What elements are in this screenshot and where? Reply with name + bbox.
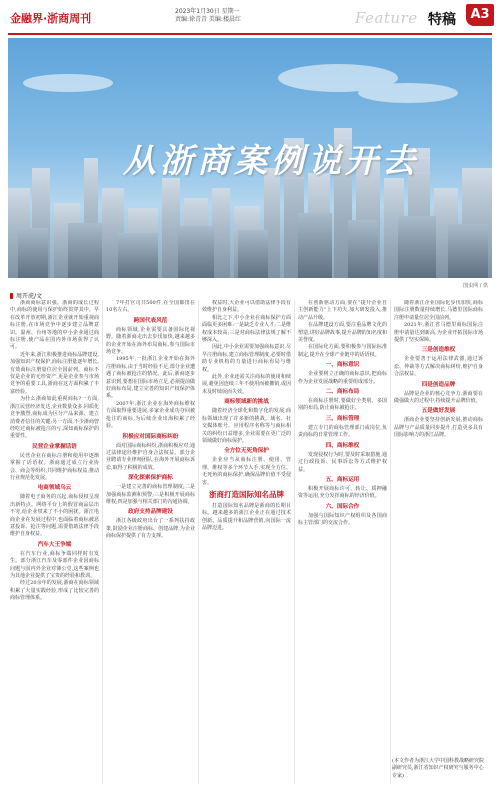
paragraph: 发现侵权行为时,要及时采取措施,通过行政投诉、民事诉讼等方式维护权益。 — [298, 451, 387, 473]
paragraph: 在汽车行业,商标争端同样时有发生。部分浙江汽车及零部件企业因商标问题与国内外企业对簿公堂,这些案例也为其他企业提供了宝贵的经验和教训。 — [10, 550, 99, 579]
paragraph: 权益时,大企业可以借助法律手段有效维护自身利益。 — [202, 300, 291, 314]
subheading: 汽车大王争端 — [37, 541, 72, 548]
article-column-1 — [10, 300, 99, 784]
paragraph: 在商标注册时,要做好全类别、多国别的布局,防止商标被抢注。 — [298, 398, 387, 412]
paragraph: 面对国际商标纠纷,浙商积极应对,通过法律途径维护自身合法权益。部分企业聘请专业律师团队,在海外开展商标诉讼,取得了积极的成效。 — [106, 442, 195, 471]
subheading: 三、商标管理 — [325, 415, 360, 422]
column-divider — [198, 300, 199, 784]
byline — [10, 291, 42, 300]
paragraph: 在国际化方面,要积极参与国际标准制定,提升在全球产业链中的话语权。 — [298, 344, 387, 358]
author-footnote: (本文作者为浙江大学中国科教战略研究院副研究员,浙江省知识产权研究与服务中心专家) — [392, 758, 484, 779]
paragraph: 企业要树立正确的商标意识,把商标作为企业发展战略的重要组成部分。 — [298, 371, 387, 385]
paragraph: 浙江各级政府出台了一系列扶持政策,鼓励企业注册商标、创建品牌,为企业商标保护提供了有力支撑。 — [106, 518, 195, 540]
subheading: 深化探索保护商标 — [128, 475, 173, 482]
date-text: 2023年1月30日 星期一 — [175, 8, 240, 15]
paragraph: 民营企业在商标注册和使用中逐渐掌握了话语权。浙商通过成立行业协会、商会等组织,共同维护商标权益,推动行业规范化发展。 — [10, 452, 99, 481]
paragraph: 随着浙江企业国际化步伐加快,商标国际注册数量持续增长,马德里国际商标注册申请量位居全国前列。 — [394, 300, 483, 321]
section-label: 特稿 — [428, 12, 456, 28]
author: 周开虎/文 — [16, 293, 43, 300]
paragraph: 加强与国际知识产权组织及各国商标主管部门的交流合作。 — [298, 512, 387, 527]
page-number-badge: A3 — [466, 4, 494, 26]
paragraph: 企业应当从商标注册、使用、管理、维权等多个环节入手,实现全方位、无死角的商标保护,确保品牌价值不受侵害。 — [202, 457, 291, 486]
article-column-5 — [394, 300, 483, 748]
paragraph: 随着经济全球化和数字化的发展,商标领域出现了许多新的挑战。域名、社交媒体账号、应用程序名称等与商标相关的纠纷日益增多,企业需要在更广泛的领域做好商标保护。 — [202, 408, 291, 444]
paragraph: 一是建立完善的商标管理制度;二是加强商标监测和预警;三是积极开展商标维权;四是加强与相关部门的沟通协调。 — [106, 484, 195, 505]
byline-marker — [10, 293, 13, 299]
paragraph: 浙商企业要坚持创新发展,推动商标品牌与产品质量同步提升,打造更多具有国际影响力的浙江品牌。 — [394, 417, 483, 439]
paragraph: 浙商商标意识强。浙商的成长过程中,商标的使用与保护始终贯穿其中。早在改革开放初期,浙江企业就开始重视商标注册,在市场竞争中逐步建立品牌意识。温州、台州等地的中小企业通过商标注册,使产品在国内外市场获得了认可。 — [10, 300, 99, 351]
subheading: 全方位无死角保护 — [224, 448, 269, 455]
subheading: 四是创造品牌 — [421, 381, 456, 388]
subheading: 积极应对国际商标纠纷 — [122, 433, 179, 440]
paragraph: 1995年,一批浙江企业开始在海外注册商标,由于当时经验不足,部分企业遭遇了商标被抢注的情况。此后,浙商逐步意识到,要想在国际市场立足,必须提前做好商标布局,建立完善的知识产权保护体系。 — [106, 356, 195, 400]
paragraph: 7年打官司共500件,在全国都排在10名左右。 — [106, 300, 195, 314]
paragraph: 积极开展商标许可、转让、质押融资等运用,充分发挥商标的经济价值。 — [298, 485, 387, 500]
paragraph: 打造国际知名品牌是浙商的长期目标。越来越多的浙江企业正在通过技术创新、品质提升和品牌营销,向国际一流品牌迈进。 — [202, 502, 291, 532]
paragraph: 在品牌建设方面,要注重品牌文化的塑造,讲好品牌故事,提升品牌的知名度和美誉度。 — [298, 322, 387, 344]
subheading: 一、商标意识 — [325, 362, 360, 369]
skyline-photo — [8, 38, 492, 278]
subheading: 三是创造维权 — [421, 347, 456, 354]
masthead — [10, 10, 91, 26]
photo-credit: 图虫网 / 供 — [463, 283, 488, 289]
header-rule — [8, 33, 492, 35]
subheading: 六、国际合作 — [325, 503, 360, 510]
subheading: 民营企业掌握话语 — [32, 443, 77, 450]
subheading: 五、商标运用 — [325, 476, 360, 483]
subheading: 跨国代表风范 — [133, 317, 168, 324]
masthead-title: 金融界·浙商周刊 — [10, 12, 92, 25]
editor-text: 责编:徐青青 美编:楼晨红 — [175, 16, 241, 23]
column-divider — [390, 300, 391, 784]
paragraph: 近年来,浙江积极推进商标品牌建设,加强知识产权保护,商标注册量逐年增长,有效商标注册量位居全国前列。商标不仅是企业的无形资产,更是企业参与市场竞争的重要工具,浙商在这方面积累了丰富经验。 — [10, 351, 99, 395]
paragraph: 因此,中小企业需要加强商标意识,尽早注册商标,建立商标管理制度,必要时借助专业机构的力量进行商标布局与维权。 — [202, 344, 291, 373]
subheading: 五是做好发展 — [421, 408, 456, 415]
page-header — [0, 0, 500, 36]
subheading: 电商领域乌云 — [37, 485, 72, 492]
paragraph: 建立专门的商标管理部门或岗位,负责商标的日常管理工作。 — [298, 424, 387, 439]
subheading: 商标领域新的挑战 — [224, 399, 269, 406]
paragraph: 此外,企业还需关注商标的使用和续展,避免因连续三年不使用而被撤销,或因未及时续展而失效。 — [202, 374, 291, 395]
subheading: 二、商标布局 — [325, 389, 360, 396]
subheading: 四、商标维权 — [325, 442, 360, 449]
feature-label: Feature — [355, 9, 418, 27]
subheading: 政府支持品牌建设 — [128, 509, 173, 516]
column-divider — [294, 300, 295, 784]
paragraph: 品牌是企业的核心竞争力,浙商要在做强做大的过程中,持续提升品牌价值。 — [394, 390, 483, 405]
article-column-3 — [202, 300, 291, 784]
headline: 从浙商案例说开去 — [123, 141, 419, 180]
paragraph: 经过20余年的发展,浙商在商标领域积累了大量实践经验,形成了比较完善的商标管理体系。 — [10, 580, 99, 602]
paragraph: 随着电子商务的兴起,商标侵权呈现出新特点。网络平台上的假冒商品层出不穷,给企业带来了不小的困扰。浙江电商企业在发展过程中,也面临着商标被恶意投诉、抢注等问题,需要借助法律手段维护自身权益。 — [10, 494, 99, 538]
paragraph: 商标领域,企业需要具备国际化视野。随着浙商走出去步伐加快,越来越多的企业开始在海外布局商标,参与国际市场竞争。 — [106, 326, 195, 356]
paragraph: 2021年,浙江省马德里商标国际注册申请量达到新高,为企业开拓国际市场提供了坚实保障。 — [394, 322, 483, 344]
article-column-2 — [106, 300, 195, 784]
section-heading: 浙商打造国际知名品牌 — [209, 489, 284, 499]
column-divider — [102, 300, 103, 784]
paragraph: 2007年,浙江企业在海外商标维权方面取得重要进展,多家企业成功夺回被抢注的商标,为后续企业出海积累了经验。 — [106, 400, 195, 430]
paragraph: 相比之下,中小企业在商标保护方面面临更多困难:一是缺乏专业人才;二是维权成本较高;三是对商标法律法规了解不够深入。 — [202, 314, 291, 344]
paragraph: 企业要善于运用法律武器,通过诉讼、仲裁等方式解决商标纠纷,维护自身合法权益。 — [394, 356, 483, 378]
paragraph: 在创新驱动方面,要在“提升企业自主创新能力”上下功夫,加大研发投入,推动产品升级。 — [298, 300, 387, 321]
article-column-4 — [298, 300, 387, 784]
paragraph: 为什么浙商如此重视商标?一方面,浙江民营经济发达,企业数量众多,同质化竞争激烈,商标成为区分产品来源、建立消费者信任的关键;另一方面,不少浙商曾经吃过商标被抢注的亏,深知商标保护的重要性。 — [10, 396, 99, 440]
dateline — [175, 8, 241, 24]
